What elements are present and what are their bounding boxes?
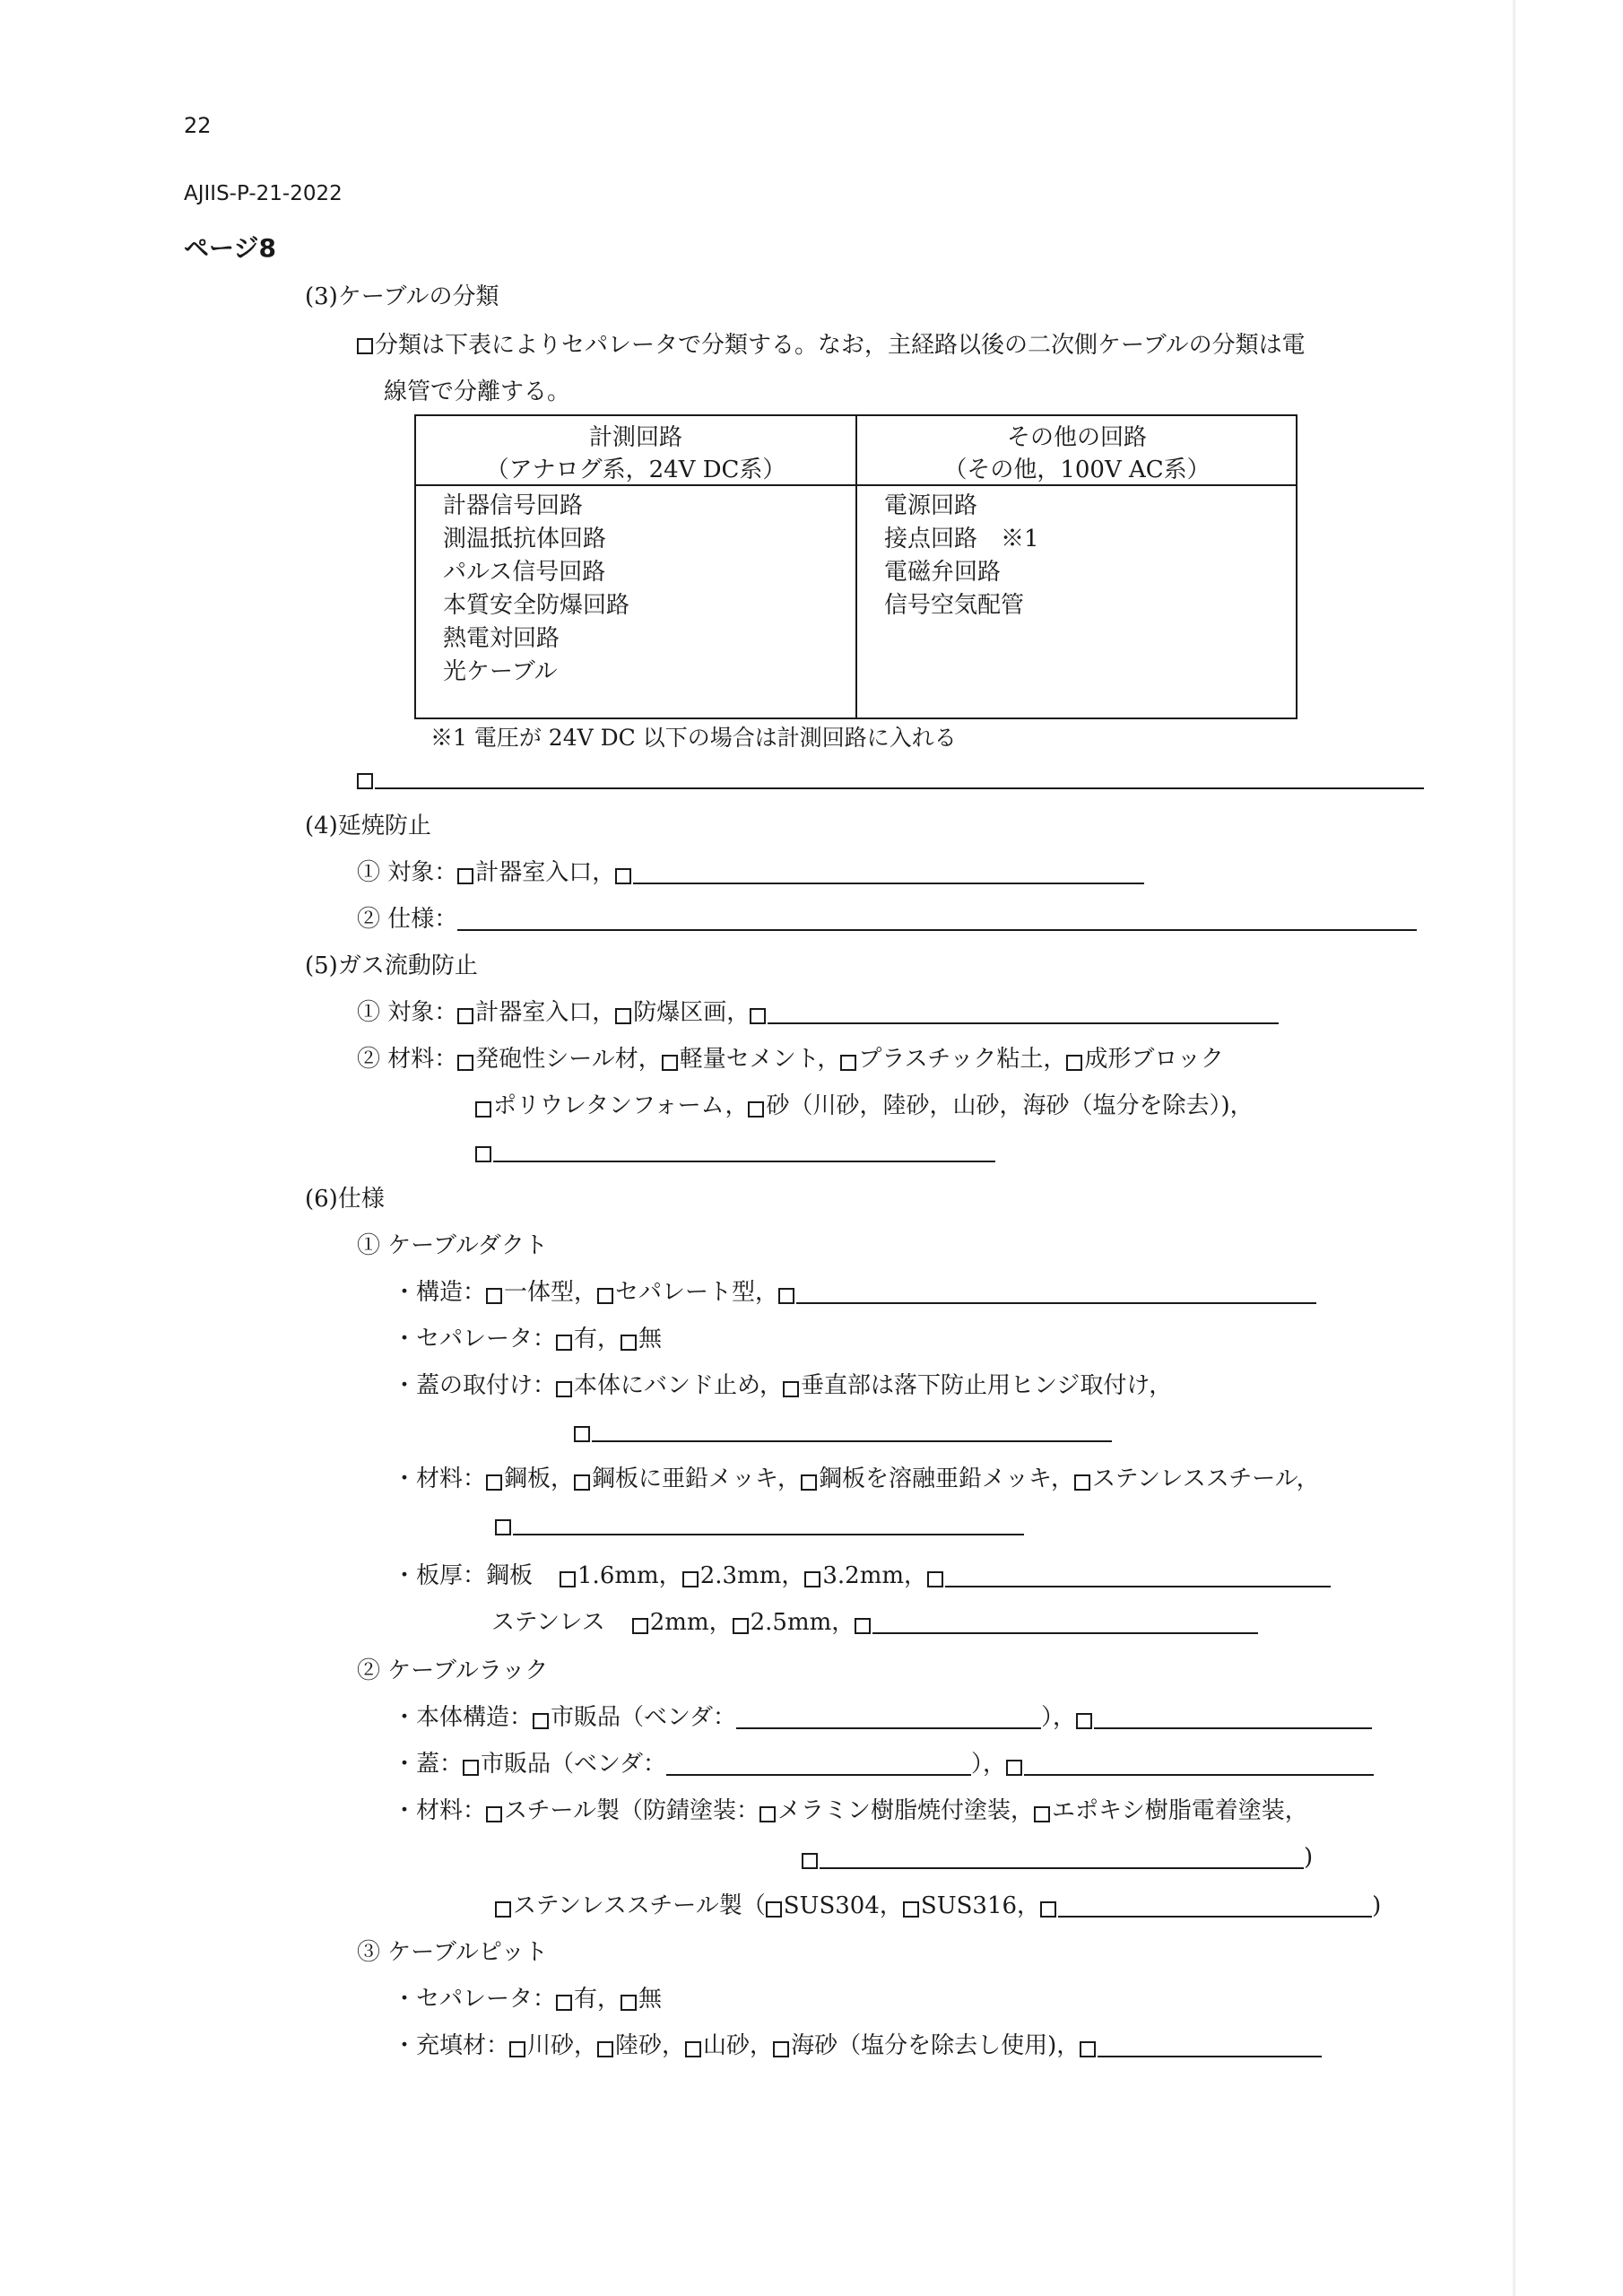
fill-in-blank[interactable] — [592, 1421, 1112, 1442]
gas-flow-material-row3 — [475, 1141, 995, 1162]
section-3-text-line1: 分類は下表によりセパレータで分類する。なお，主経路以後の二次側ケーブルの分類は電 — [357, 334, 1306, 357]
fill-in-blank[interactable] — [375, 768, 1424, 789]
fill-in-blank[interactable] — [1058, 1896, 1372, 1918]
checkbox[interactable] — [357, 338, 373, 354]
table-header-other: その他の回路 （その他，100V AC系） — [943, 424, 1211, 483]
list-item: 計器信号回路 — [443, 492, 584, 519]
checkbox[interactable] — [560, 1571, 576, 1587]
pit-separator-row: ・セパレータ： 有， 無 — [393, 1986, 663, 2013]
checkbox[interactable] — [574, 1474, 590, 1491]
checkbox[interactable] — [1074, 1474, 1090, 1491]
section-3-heading: (3)ケーブルの分類 — [305, 283, 499, 310]
list-item: 信号空気配管 — [884, 592, 1025, 619]
checkbox[interactable] — [632, 1618, 648, 1634]
gas-flow-material-row1: ② 材料： 発砲性シール材， 軽量セメント， プラスチック粘土， 成形ブロック — [357, 1046, 1224, 1073]
pit-filler-row: ・充填材： 川砂， 陸砂， 山砂， 海砂（塩分を除去し使用)， — [393, 2034, 1322, 2057]
cable-classification-table — [414, 414, 1298, 719]
checkbox[interactable] — [804, 1571, 820, 1587]
checkbox[interactable] — [463, 1760, 479, 1776]
checkbox[interactable] — [556, 1381, 572, 1397]
checkbox[interactable] — [840, 1055, 856, 1071]
checkbox[interactable] — [1006, 1760, 1022, 1776]
checkbox[interactable] — [662, 1055, 678, 1071]
checkbox[interactable] — [1034, 1806, 1050, 1822]
section-5-heading: (5)ガス流動防止 — [305, 952, 478, 979]
checkbox[interactable] — [475, 1101, 491, 1118]
checkbox[interactable] — [773, 2041, 789, 2057]
gas-flow-target-row: ① 対象： 計器室入口， 防爆区画， — [357, 1001, 1279, 1024]
list-item: 測温抵抗体回路 — [443, 526, 607, 552]
checkbox[interactable] — [621, 1335, 637, 1351]
fill-in-blank[interactable] — [768, 1003, 1279, 1024]
fill-in-blank[interactable] — [493, 1141, 995, 1162]
list-item: 電磁弁回路 — [884, 559, 1002, 586]
checkbox[interactable] — [457, 1008, 473, 1024]
checkbox[interactable] — [766, 1901, 782, 1918]
fire-spread-spec-row: ② 仕様： — [357, 908, 1417, 931]
fill-in-blank[interactable] — [1024, 1754, 1374, 1776]
checkbox[interactable] — [495, 1901, 511, 1918]
checkbox[interactable] — [802, 1853, 818, 1869]
list-item: 電源回路 — [884, 492, 978, 519]
fill-in-blank[interactable] — [513, 1514, 1024, 1535]
checkbox[interactable] — [733, 1618, 749, 1634]
checkbox[interactable] — [597, 2041, 613, 2057]
checkbox[interactable] — [615, 1008, 631, 1024]
checkbox[interactable] — [783, 1381, 799, 1397]
checkbox[interactable] — [1076, 1713, 1092, 1729]
fill-in-blank[interactable] — [1094, 1708, 1372, 1729]
checkbox[interactable] — [750, 1008, 766, 1024]
duct-lid-other-row — [574, 1421, 1112, 1442]
checkbox[interactable] — [855, 1618, 871, 1634]
rack-lid-row: ・蓋： 市販品（ベンダ： ）， — [393, 1752, 1374, 1776]
fill-in-blank[interactable] — [736, 1708, 1041, 1729]
duct-lid-row: ・蓋の取付け： 本体にバンド止め， 垂直部は落下防止用ヒンジ取付け， — [393, 1372, 1173, 1399]
fill-in-blank[interactable] — [457, 909, 1417, 931]
section-6-heading: (6)仕様 — [305, 1186, 385, 1213]
table-header-measurement: 計測回路 （アナログ系，24V DC系） — [485, 424, 786, 483]
cable-duct-title: ① ケーブルダクト — [357, 1232, 548, 1259]
fill-in-blank[interactable] — [820, 1848, 1304, 1869]
cable-rack-title: ② ケーブルラック — [357, 1657, 549, 1684]
checkbox[interactable] — [927, 1571, 943, 1587]
checkbox[interactable] — [778, 1288, 794, 1304]
checkbox[interactable] — [801, 1474, 817, 1491]
list-item: 接点回路 ※1 — [884, 526, 1039, 552]
duct-separator-row: ・セパレータ： 有， 無 — [393, 1326, 663, 1352]
rack-stainless-row: ステンレススチール製（ SUS304， SUS316， ) — [495, 1894, 1381, 1918]
fill-in-blank[interactable] — [1098, 2036, 1322, 2057]
list-item: 熱電対回路 — [443, 625, 560, 652]
checkbox[interactable] — [357, 773, 373, 789]
checkbox[interactable] — [1040, 1901, 1056, 1918]
checkbox[interactable] — [533, 1713, 549, 1729]
duct-material-row: ・材料： 鋼板， 鋼板に亜鉛メッキ， 鋼板を溶融亜鉛メッキ， ステンレススチール， — [393, 1465, 1320, 1492]
gas-flow-material-row2: ポリウレタンフォーム， 砂（川砂，陸砂，山砂，海砂（塩分を除去）)， — [475, 1094, 1254, 1118]
checkbox[interactable] — [556, 1335, 572, 1351]
checkbox[interactable] — [903, 1901, 919, 1918]
checkbox[interactable] — [509, 2041, 525, 2057]
checkbox[interactable] — [682, 1571, 699, 1587]
checkbox[interactable] — [495, 1519, 511, 1535]
duct-structure-row: ・構造： 一体型， セパレート型， — [393, 1281, 1316, 1304]
checkbox[interactable] — [759, 1806, 776, 1822]
fill-in-blank[interactable] — [666, 1754, 971, 1776]
checkbox[interactable] — [475, 1146, 491, 1162]
section-3-other-row — [357, 768, 1424, 789]
duct-thickness-steel-row: ・板厚：鋼板 1.6mm， 2.3mm， 3.2mm， — [393, 1564, 1331, 1587]
duct-thickness-ss-row: ステンレス 2mm， 2.5mm， — [491, 1611, 1258, 1634]
checkbox[interactable] — [457, 1055, 473, 1071]
checkbox[interactable] — [615, 868, 631, 884]
rack-body-row: ・本体構造： 市販品（ベンダ： ）， — [393, 1706, 1372, 1729]
duct-material-other-row — [495, 1514, 1024, 1535]
checkbox[interactable] — [486, 1806, 502, 1822]
fill-in-blank[interactable] — [633, 863, 1144, 884]
fire-spread-target-row: ① 対象： 計器室入口， — [357, 861, 1144, 884]
section-3-text-line2: 線管で分離する。 — [384, 378, 571, 405]
page-number: 22 — [184, 113, 212, 138]
fill-in-blank[interactable] — [796, 1283, 1316, 1304]
other-circuit-list — [884, 490, 1039, 622]
checkbox[interactable] — [685, 2041, 701, 2057]
fill-in-blank[interactable] — [872, 1613, 1258, 1634]
rack-material-row: ・材料： スチール製（防錆塗装： メラミン樹脂焼付塗装， エポキシ樹脂電着塗装， — [393, 1797, 1308, 1824]
checkbox[interactable] — [1080, 2041, 1096, 2057]
list-item: パルス信号回路 — [443, 559, 606, 586]
checkbox[interactable] — [621, 1995, 637, 2011]
checkbox[interactable] — [486, 1288, 502, 1304]
list-item: 光ケーブル — [443, 658, 558, 685]
list-item: 本質安全防爆回路 — [443, 592, 630, 619]
checkbox[interactable] — [574, 1426, 590, 1442]
checkbox[interactable] — [486, 1474, 502, 1491]
table-footnote: ※1 電圧が 24V DC 以下の場合は計測回路に入れる — [430, 725, 957, 751]
checkbox[interactable] — [457, 868, 473, 884]
fill-in-blank[interactable] — [945, 1566, 1331, 1587]
cable-pit-title: ③ ケーブルピット — [357, 1939, 548, 1966]
checkbox[interactable] — [597, 1288, 613, 1304]
checkbox[interactable] — [748, 1101, 764, 1118]
checkbox[interactable] — [1066, 1055, 1082, 1071]
page-reference: ページ8 — [184, 233, 276, 263]
scan-edge — [1513, 0, 1515, 2296]
document-id: AJIIS-P-21-2022 — [184, 182, 343, 205]
section-4-heading: (4)延焼防止 — [305, 813, 431, 839]
measurement-circuit-list — [443, 490, 629, 689]
checkbox[interactable] — [556, 1995, 572, 2011]
rack-paint-other-row: ) — [802, 1846, 1313, 1869]
